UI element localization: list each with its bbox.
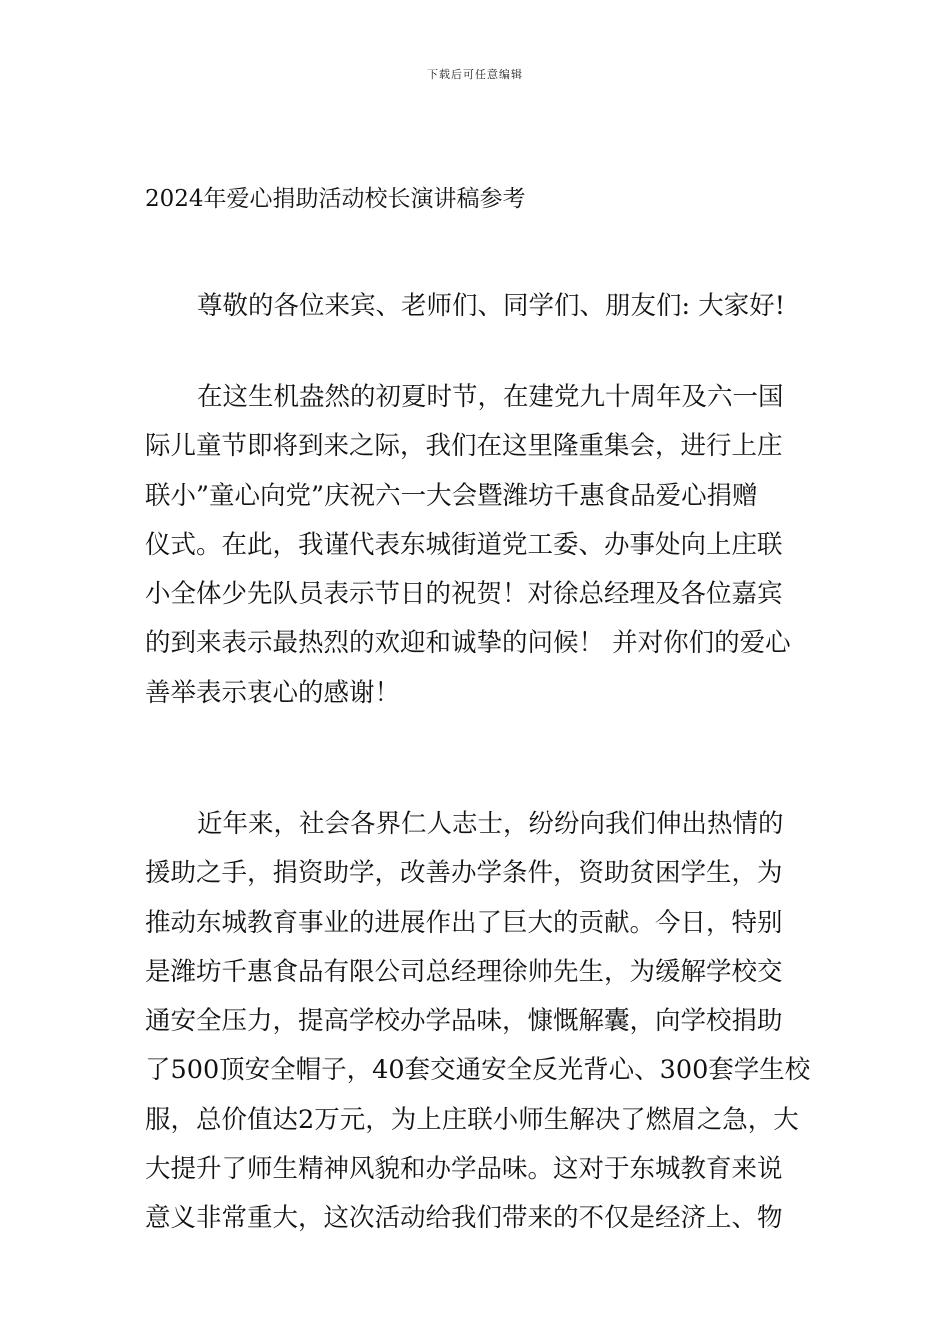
paragraph-line: 仪式。在此，我谨代表东城街道党工委、办事处向上庄联 [145, 529, 783, 560]
paragraph-line: 通安全压力，提高学校办学品味，慷慨解囊，向学校捐助 [145, 1006, 783, 1037]
paragraph-line: 小全体少先队员表示节日的祝贺！对徐总经理及各位嘉宾 [145, 579, 783, 610]
document-title: 2024年爱心捐助活动校长演讲稿参考 [145, 186, 526, 212]
paragraph-line: 善举表示衷心的感谢！ [145, 677, 401, 708]
paragraph-line: 的到来表示最热烈的欢迎和诚挚的问候！ 并对你们的爱心 [145, 628, 791, 659]
paragraph-line: 在这生机盎然的初夏时节，在建党九十周年及六一国 [197, 382, 784, 412]
paragraph-line: 援助之手，捐资助学，改善办学条件，资助贫困学生，为 [145, 858, 783, 889]
donation-paragraph [145, 800, 811, 1244]
paragraph-line: 尊敬的各位来宾、老师们、同学们、朋友们: 大家好! [197, 291, 785, 321]
paragraph-line: 意义非常重大，这次活动给我们带来的不仅是经济上、物 [145, 1203, 783, 1234]
paragraph-line: 推动东城教育事业的进展作出了巨大的贡献。今日，特别 [145, 907, 783, 938]
paragraph-line: 服，总价值达2万元，为上庄联小师生解决了燃眉之急，大 [145, 1104, 799, 1135]
opening-paragraph [145, 373, 807, 718]
paragraph-line: 大提升了师生精神风貌和办学品味。这对于东城教育来说 [145, 1154, 783, 1185]
greeting-paragraph [145, 282, 807, 331]
paragraph-line: 是潍坊千惠食品有限公司总经理徐帅先生，为缓解学校交 [145, 956, 783, 987]
paragraph-line: 近年来，社会各界仁人志士，纷纷向我们伸出热情的 [197, 809, 784, 839]
paragraph-line: 了500顶安全帽子，40套交通安全反光背心、300套学生校 [145, 1055, 811, 1086]
header-note: 下载后可任意编辑 [427, 68, 523, 81]
paragraph-line: 际儿童节即将到来之际，我们在这里隆重集会，进行上庄 [145, 431, 783, 462]
paragraph-line: 联小”童心向党”庆祝六一大会暨潍坊千惠食品爱心捐赠 [145, 480, 758, 511]
